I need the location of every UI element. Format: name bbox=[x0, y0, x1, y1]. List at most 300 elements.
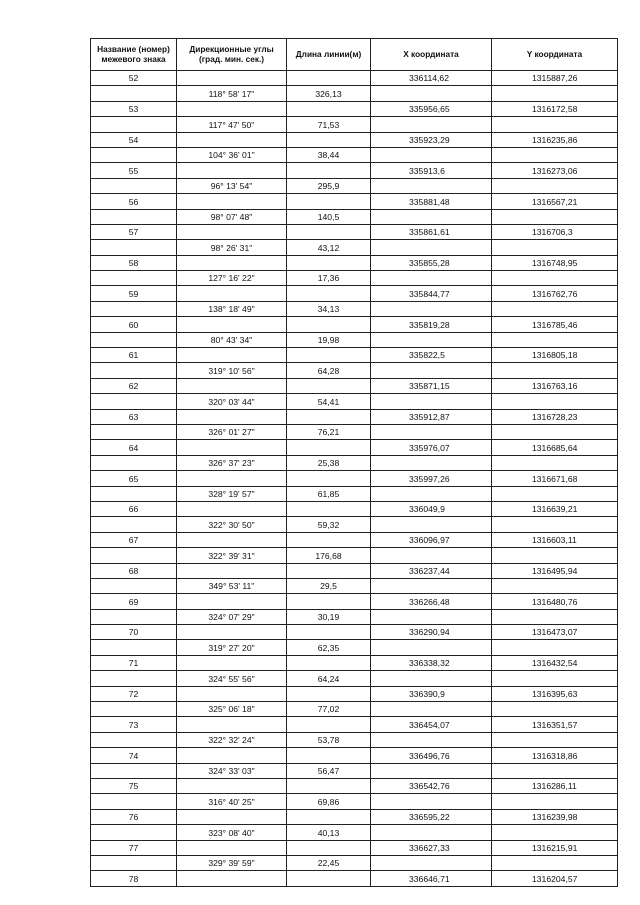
empty-cell bbox=[371, 825, 492, 840]
direction-angle: 98° 26' 31" bbox=[177, 240, 287, 255]
table-row-segment bbox=[91, 578, 618, 593]
line-length: 54,41 bbox=[287, 394, 371, 409]
empty-cell bbox=[177, 655, 287, 670]
direction-angle: 326° 01' 27" bbox=[177, 424, 287, 439]
y-coordinate: 1316671,68 bbox=[492, 471, 618, 486]
table-row-segment bbox=[91, 424, 618, 439]
table-row-segment bbox=[91, 394, 618, 409]
empty-cell bbox=[287, 71, 371, 86]
table-row-point bbox=[91, 409, 618, 424]
empty-cell bbox=[492, 517, 618, 532]
direction-angle: 322° 32' 24" bbox=[177, 732, 287, 747]
direction-angle: 118° 58' 17" bbox=[177, 86, 287, 101]
empty-cell bbox=[177, 71, 287, 86]
empty-cell bbox=[91, 394, 177, 409]
y-coordinate: 1315887,26 bbox=[492, 71, 618, 86]
table-row-segment bbox=[91, 147, 618, 162]
y-coordinate: 1316728,23 bbox=[492, 409, 618, 424]
empty-cell bbox=[287, 163, 371, 178]
direction-angle: 104° 36' 01" bbox=[177, 147, 287, 162]
x-coordinate: 335997,26 bbox=[371, 471, 492, 486]
empty-cell bbox=[91, 117, 177, 132]
y-coordinate: 1316495,94 bbox=[492, 563, 618, 578]
empty-cell bbox=[371, 671, 492, 686]
empty-cell bbox=[177, 748, 287, 763]
header-point-name: Название (номер) межевого знака bbox=[91, 39, 177, 71]
empty-cell bbox=[91, 455, 177, 470]
table-row-segment bbox=[91, 86, 618, 101]
empty-cell bbox=[371, 640, 492, 655]
table-row-point bbox=[91, 224, 618, 239]
x-coordinate: 336542,76 bbox=[371, 778, 492, 793]
table-row-point bbox=[91, 778, 618, 793]
x-coordinate: 336049,9 bbox=[371, 501, 492, 516]
point-number: 74 bbox=[91, 748, 177, 763]
empty-cell bbox=[287, 224, 371, 239]
empty-cell bbox=[177, 532, 287, 547]
coordinates-table bbox=[90, 38, 618, 887]
empty-cell bbox=[91, 702, 177, 717]
empty-cell bbox=[287, 286, 371, 301]
y-coordinate: 1316473,07 bbox=[492, 625, 618, 640]
empty-cell bbox=[492, 794, 618, 809]
empty-cell bbox=[91, 86, 177, 101]
direction-angle: 324° 55' 56" bbox=[177, 671, 287, 686]
y-coordinate: 1316273,06 bbox=[492, 163, 618, 178]
empty-cell bbox=[91, 548, 177, 563]
empty-cell bbox=[287, 840, 371, 855]
empty-cell bbox=[287, 532, 371, 547]
table-row-point bbox=[91, 594, 618, 609]
point-number: 57 bbox=[91, 224, 177, 239]
line-length: 19,98 bbox=[287, 332, 371, 347]
empty-cell bbox=[91, 517, 177, 532]
empty-cell bbox=[91, 240, 177, 255]
empty-cell bbox=[91, 763, 177, 778]
empty-cell bbox=[371, 394, 492, 409]
empty-cell bbox=[91, 424, 177, 439]
x-coordinate: 335822,5 bbox=[371, 348, 492, 363]
direction-angle: 322° 39' 31" bbox=[177, 548, 287, 563]
empty-cell bbox=[91, 671, 177, 686]
y-coordinate: 1316748,95 bbox=[492, 255, 618, 270]
empty-cell bbox=[287, 686, 371, 701]
x-coordinate: 336454,07 bbox=[371, 717, 492, 732]
empty-cell bbox=[492, 363, 618, 378]
table-row-point bbox=[91, 71, 618, 86]
empty-cell bbox=[177, 778, 287, 793]
line-length: 17,36 bbox=[287, 271, 371, 286]
empty-cell bbox=[91, 578, 177, 593]
line-length: 71,53 bbox=[287, 117, 371, 132]
table-row-segment bbox=[91, 732, 618, 747]
point-number: 62 bbox=[91, 378, 177, 393]
empty-cell bbox=[177, 440, 287, 455]
empty-cell bbox=[287, 194, 371, 209]
empty-cell bbox=[177, 871, 287, 886]
empty-cell bbox=[492, 117, 618, 132]
empty-cell bbox=[91, 609, 177, 624]
y-coordinate: 1316235,86 bbox=[492, 132, 618, 147]
empty-cell bbox=[91, 332, 177, 347]
empty-cell bbox=[177, 255, 287, 270]
header-y-coordinate: Y координата bbox=[492, 39, 618, 71]
direction-angle: 319° 10' 56" bbox=[177, 363, 287, 378]
direction-angle: 127° 16' 22" bbox=[177, 271, 287, 286]
table-row-segment bbox=[91, 455, 618, 470]
empty-cell bbox=[287, 409, 371, 424]
empty-cell bbox=[177, 840, 287, 855]
empty-cell bbox=[371, 578, 492, 593]
table-row-point bbox=[91, 871, 618, 886]
point-number: 65 bbox=[91, 471, 177, 486]
empty-cell bbox=[371, 271, 492, 286]
empty-cell bbox=[492, 240, 618, 255]
point-number: 61 bbox=[91, 348, 177, 363]
table-row-segment bbox=[91, 117, 618, 132]
table-row-point bbox=[91, 840, 618, 855]
empty-cell bbox=[492, 609, 618, 624]
point-number: 66 bbox=[91, 501, 177, 516]
empty-cell bbox=[492, 394, 618, 409]
table-row-segment bbox=[91, 763, 618, 778]
empty-cell bbox=[492, 178, 618, 193]
empty-cell bbox=[287, 778, 371, 793]
empty-cell bbox=[492, 455, 618, 470]
line-length: 140,5 bbox=[287, 209, 371, 224]
x-coordinate: 336496,76 bbox=[371, 748, 492, 763]
empty-cell bbox=[91, 486, 177, 501]
line-length: 64,24 bbox=[287, 671, 371, 686]
empty-cell bbox=[371, 732, 492, 747]
point-number: 55 bbox=[91, 163, 177, 178]
empty-cell bbox=[177, 194, 287, 209]
empty-cell bbox=[177, 501, 287, 516]
empty-cell bbox=[287, 255, 371, 270]
table-row-segment bbox=[91, 240, 618, 255]
line-length: 69,86 bbox=[287, 794, 371, 809]
point-number: 71 bbox=[91, 655, 177, 670]
empty-cell bbox=[492, 855, 618, 870]
empty-cell bbox=[287, 655, 371, 670]
y-coordinate: 1316172,58 bbox=[492, 101, 618, 116]
empty-cell bbox=[177, 224, 287, 239]
point-number: 72 bbox=[91, 686, 177, 701]
table-row-segment bbox=[91, 640, 618, 655]
y-coordinate: 1316639,21 bbox=[492, 501, 618, 516]
direction-angle: 98° 07' 48" bbox=[177, 209, 287, 224]
table-row-point bbox=[91, 255, 618, 270]
empty-cell bbox=[371, 117, 492, 132]
direction-angle: 325° 06' 18" bbox=[177, 702, 287, 717]
point-number: 76 bbox=[91, 809, 177, 824]
line-length: 326,13 bbox=[287, 86, 371, 101]
line-length: 77,02 bbox=[287, 702, 371, 717]
table-row-segment bbox=[91, 332, 618, 347]
header-x-coordinate: X координата bbox=[371, 39, 492, 71]
empty-cell bbox=[371, 209, 492, 224]
point-number: 68 bbox=[91, 563, 177, 578]
point-number: 52 bbox=[91, 71, 177, 86]
table-row-segment bbox=[91, 363, 618, 378]
x-coordinate: 335976,07 bbox=[371, 440, 492, 455]
empty-cell bbox=[287, 440, 371, 455]
y-coordinate: 1316215,91 bbox=[492, 840, 618, 855]
x-coordinate: 336096,97 bbox=[371, 532, 492, 547]
empty-cell bbox=[287, 471, 371, 486]
table-row-point bbox=[91, 378, 618, 393]
line-length: 62,35 bbox=[287, 640, 371, 655]
direction-angle: 349° 53' 11" bbox=[177, 578, 287, 593]
empty-cell bbox=[371, 794, 492, 809]
table-row-point bbox=[91, 163, 618, 178]
empty-cell bbox=[492, 763, 618, 778]
table-row-point bbox=[91, 194, 618, 209]
y-coordinate: 1316763,16 bbox=[492, 378, 618, 393]
point-number: 53 bbox=[91, 101, 177, 116]
x-coordinate: 336627,33 bbox=[371, 840, 492, 855]
empty-cell bbox=[177, 132, 287, 147]
table-row-segment bbox=[91, 178, 618, 193]
empty-cell bbox=[371, 424, 492, 439]
empty-cell bbox=[492, 301, 618, 316]
x-coordinate: 335913,6 bbox=[371, 163, 492, 178]
table-row-segment bbox=[91, 794, 618, 809]
direction-angle: 316° 40' 25" bbox=[177, 794, 287, 809]
y-coordinate: 1316785,46 bbox=[492, 317, 618, 332]
x-coordinate: 335923,29 bbox=[371, 132, 492, 147]
x-coordinate: 335855,28 bbox=[371, 255, 492, 270]
x-coordinate: 335871,15 bbox=[371, 378, 492, 393]
direction-angle: 117° 47' 50" bbox=[177, 117, 287, 132]
point-number: 77 bbox=[91, 840, 177, 855]
y-coordinate: 1316204,57 bbox=[492, 871, 618, 886]
empty-cell bbox=[177, 471, 287, 486]
direction-angle: 329° 39' 59" bbox=[177, 855, 287, 870]
empty-cell bbox=[492, 209, 618, 224]
x-coordinate: 336237,44 bbox=[371, 563, 492, 578]
direction-angle: 80° 43' 34" bbox=[177, 332, 287, 347]
y-coordinate: 1316706,3 bbox=[492, 224, 618, 239]
empty-cell bbox=[492, 640, 618, 655]
point-number: 60 bbox=[91, 317, 177, 332]
table-row-segment bbox=[91, 671, 618, 686]
empty-cell bbox=[91, 363, 177, 378]
empty-cell bbox=[492, 332, 618, 347]
point-number: 70 bbox=[91, 625, 177, 640]
table-row-point bbox=[91, 440, 618, 455]
table-row-point bbox=[91, 532, 618, 547]
table-row-segment bbox=[91, 548, 618, 563]
header-line-length: Длина линии(м) bbox=[287, 39, 371, 71]
table-row-segment bbox=[91, 609, 618, 624]
empty-cell bbox=[371, 486, 492, 501]
empty-cell bbox=[91, 855, 177, 870]
empty-cell bbox=[91, 732, 177, 747]
table-row-point bbox=[91, 809, 618, 824]
y-coordinate: 1316603,11 bbox=[492, 532, 618, 547]
empty-cell bbox=[492, 486, 618, 501]
line-length: 176,68 bbox=[287, 548, 371, 563]
direction-angle: 322° 30' 50" bbox=[177, 517, 287, 532]
direction-angle: 328° 19' 57" bbox=[177, 486, 287, 501]
x-coordinate: 336266,48 bbox=[371, 594, 492, 609]
empty-cell bbox=[371, 86, 492, 101]
x-coordinate: 335844,77 bbox=[371, 286, 492, 301]
empty-cell bbox=[492, 825, 618, 840]
empty-cell bbox=[177, 809, 287, 824]
empty-cell bbox=[371, 178, 492, 193]
empty-cell bbox=[287, 563, 371, 578]
point-number: 64 bbox=[91, 440, 177, 455]
empty-cell bbox=[287, 809, 371, 824]
empty-cell bbox=[177, 317, 287, 332]
empty-cell bbox=[371, 517, 492, 532]
empty-cell bbox=[492, 702, 618, 717]
line-length: 22,45 bbox=[287, 855, 371, 870]
line-length: 40,13 bbox=[287, 825, 371, 840]
point-number: 56 bbox=[91, 194, 177, 209]
empty-cell bbox=[371, 363, 492, 378]
y-coordinate: 1316351,57 bbox=[492, 717, 618, 732]
line-length: 59,32 bbox=[287, 517, 371, 532]
table-row-point bbox=[91, 101, 618, 116]
line-length: 53,78 bbox=[287, 732, 371, 747]
y-coordinate: 1316286,11 bbox=[492, 778, 618, 793]
point-number: 59 bbox=[91, 286, 177, 301]
point-number: 67 bbox=[91, 532, 177, 547]
x-coordinate: 336338,32 bbox=[371, 655, 492, 670]
empty-cell bbox=[371, 702, 492, 717]
x-coordinate: 335912,87 bbox=[371, 409, 492, 424]
y-coordinate: 1316239,98 bbox=[492, 809, 618, 824]
empty-cell bbox=[287, 625, 371, 640]
table-row-point bbox=[91, 317, 618, 332]
empty-cell bbox=[91, 640, 177, 655]
table-row-point bbox=[91, 655, 618, 670]
x-coordinate: 336290,94 bbox=[371, 625, 492, 640]
y-coordinate: 1316805,18 bbox=[492, 348, 618, 363]
y-coordinate: 1316762,76 bbox=[492, 286, 618, 301]
table-row-segment bbox=[91, 209, 618, 224]
point-number: 78 bbox=[91, 871, 177, 886]
direction-angle: 319° 27' 20" bbox=[177, 640, 287, 655]
empty-cell bbox=[287, 132, 371, 147]
table-row-segment bbox=[91, 825, 618, 840]
empty-cell bbox=[287, 594, 371, 609]
table-row-point bbox=[91, 132, 618, 147]
empty-cell bbox=[91, 301, 177, 316]
empty-cell bbox=[177, 686, 287, 701]
table-row-segment bbox=[91, 301, 618, 316]
empty-cell bbox=[91, 178, 177, 193]
empty-cell bbox=[287, 748, 371, 763]
x-coordinate: 335956,65 bbox=[371, 101, 492, 116]
empty-cell bbox=[287, 501, 371, 516]
x-coordinate: 336390,9 bbox=[371, 686, 492, 701]
point-number: 73 bbox=[91, 717, 177, 732]
empty-cell bbox=[177, 409, 287, 424]
table-row-segment bbox=[91, 855, 618, 870]
y-coordinate: 1316480,76 bbox=[492, 594, 618, 609]
line-length: 295,9 bbox=[287, 178, 371, 193]
y-coordinate: 1316432,54 bbox=[492, 655, 618, 670]
y-coordinate: 1316395,63 bbox=[492, 686, 618, 701]
point-number: 58 bbox=[91, 255, 177, 270]
direction-angle: 326° 37' 23" bbox=[177, 455, 287, 470]
empty-cell bbox=[492, 271, 618, 286]
table-row-point bbox=[91, 471, 618, 486]
line-length: 29,5 bbox=[287, 578, 371, 593]
line-length: 64,28 bbox=[287, 363, 371, 378]
table-row-point bbox=[91, 686, 618, 701]
x-coordinate: 335861,61 bbox=[371, 224, 492, 239]
line-length: 25,38 bbox=[287, 455, 371, 470]
empty-cell bbox=[177, 101, 287, 116]
line-length: 76,21 bbox=[287, 424, 371, 439]
empty-cell bbox=[371, 147, 492, 162]
y-coordinate: 1316318,86 bbox=[492, 748, 618, 763]
empty-cell bbox=[371, 455, 492, 470]
empty-cell bbox=[492, 732, 618, 747]
empty-cell bbox=[492, 147, 618, 162]
empty-cell bbox=[371, 548, 492, 563]
line-length: 30,19 bbox=[287, 609, 371, 624]
empty-cell bbox=[492, 86, 618, 101]
empty-cell bbox=[492, 424, 618, 439]
direction-angle: 324° 33' 03" bbox=[177, 763, 287, 778]
table-row-point bbox=[91, 717, 618, 732]
empty-cell bbox=[177, 348, 287, 363]
x-coordinate: 336646,71 bbox=[371, 871, 492, 886]
empty-cell bbox=[492, 578, 618, 593]
line-length: 43,12 bbox=[287, 240, 371, 255]
x-coordinate: 336114,62 bbox=[371, 71, 492, 86]
point-number: 54 bbox=[91, 132, 177, 147]
empty-cell bbox=[91, 147, 177, 162]
empty-cell bbox=[371, 609, 492, 624]
empty-cell bbox=[177, 625, 287, 640]
empty-cell bbox=[371, 240, 492, 255]
line-length: 34,13 bbox=[287, 301, 371, 316]
table-row-point bbox=[91, 286, 618, 301]
header-direction-angle: Дирекционные углы (град. мин. сек.) bbox=[177, 39, 287, 71]
empty-cell bbox=[177, 378, 287, 393]
line-length: 56,47 bbox=[287, 763, 371, 778]
direction-angle: 323° 08' 40" bbox=[177, 825, 287, 840]
table-row-point bbox=[91, 748, 618, 763]
table-row-point bbox=[91, 563, 618, 578]
table-header-row bbox=[91, 39, 618, 71]
empty-cell bbox=[492, 548, 618, 563]
x-coordinate: 336595,22 bbox=[371, 809, 492, 824]
empty-cell bbox=[177, 717, 287, 732]
empty-cell bbox=[371, 763, 492, 778]
empty-cell bbox=[371, 855, 492, 870]
empty-cell bbox=[371, 332, 492, 347]
table-row-point bbox=[91, 501, 618, 516]
document-page bbox=[90, 38, 617, 887]
empty-cell bbox=[287, 378, 371, 393]
point-number: 75 bbox=[91, 778, 177, 793]
empty-cell bbox=[287, 871, 371, 886]
empty-cell bbox=[492, 671, 618, 686]
empty-cell bbox=[177, 286, 287, 301]
empty-cell bbox=[177, 563, 287, 578]
table-row-point bbox=[91, 625, 618, 640]
y-coordinate: 1316567,21 bbox=[492, 194, 618, 209]
empty-cell bbox=[177, 594, 287, 609]
